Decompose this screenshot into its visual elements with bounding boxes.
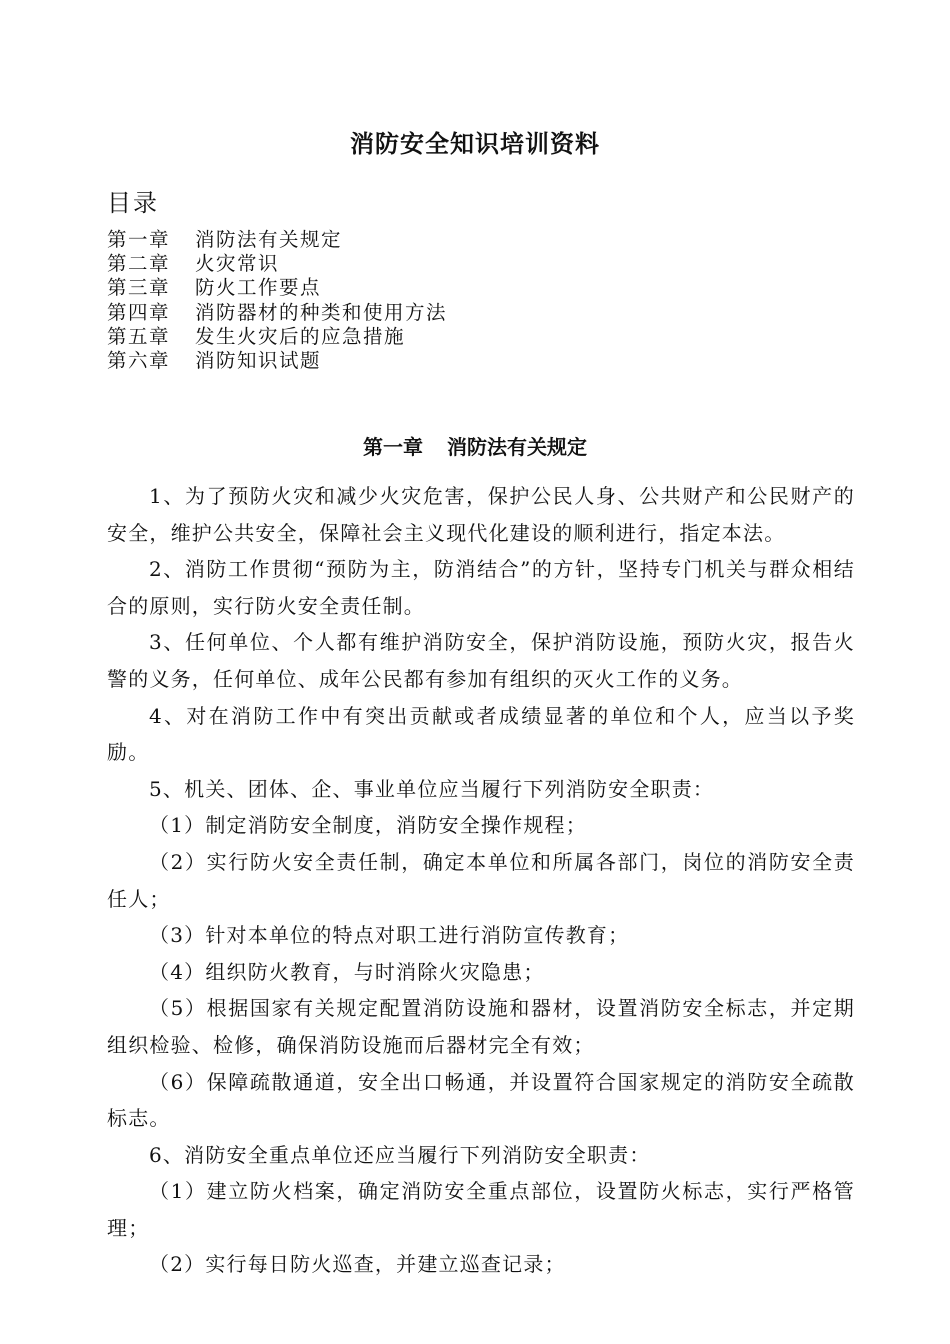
- toc-chapter-number: 第一章: [107, 228, 171, 251]
- chapter-name: 消防法有关规定: [447, 435, 587, 459]
- toc-chapter-label: 消防法有关规定: [195, 228, 343, 251]
- toc-item: [107, 325, 447, 349]
- toc-heading: 目录: [107, 189, 159, 217]
- list-item: （4）组织防火教育，与时消除火灾隐患；: [149, 959, 545, 984]
- paragraph: 4、对在消防工作中有突出贡献或者成绩显著的单位和个人，应当以予奖励。: [107, 703, 855, 765]
- chapter-heading: [0, 433, 950, 461]
- list-item: （6）保障疏散通道，安全出口畅通，并设置符合国家规定的消防安全疏散标志。: [107, 1069, 855, 1131]
- toc-chapter-label: 消防知识试题: [195, 349, 322, 373]
- chapter-number: 第一章: [363, 435, 423, 459]
- document-title: 消防安全知识培训资料: [350, 129, 600, 158]
- toc-item: [107, 301, 447, 325]
- toc-item: [107, 349, 447, 373]
- toc-chapter-number: 第二章: [107, 252, 171, 276]
- list-item: （1）建立防火档案，确定消防安全重点部位，设置防火标志，实行严格管理；: [107, 1179, 855, 1240]
- toc-chapter-label: 火灾常识: [195, 252, 280, 276]
- toc-list: [107, 228, 447, 373]
- toc-chapter-number: 第四章: [107, 300, 171, 324]
- paragraph: 6、消防安全重点单位还应当履行下列消防安全职责：: [149, 1142, 651, 1167]
- chapter-body: [107, 478, 855, 1283]
- toc-item: [107, 252, 447, 276]
- toc-chapter-number: 第六章: [107, 349, 171, 373]
- list-item: （2）实行每日防火巡查，并建立巡查记录；: [149, 1252, 566, 1277]
- toc-item: [107, 276, 447, 300]
- toc-item: [107, 228, 447, 252]
- toc-chapter-number: 第五章: [107, 324, 171, 348]
- toc-chapter-label: 防火工作要点: [195, 276, 322, 300]
- paragraph: 5、机关、团体、企、事业单位应当履行下列消防安全职责：: [149, 776, 715, 801]
- list-item: （2）实行防火安全责任制，确定本单位和所属各部门，岗位的消防安全责任人；: [107, 849, 855, 911]
- toc-chapter-label: 消防器材的种类和使用方法: [195, 300, 448, 324]
- toc-chapter-label: 发生火灾后的应急措施: [195, 324, 406, 348]
- list-item: （1）制定消防安全制度，消防安全操作规程；: [149, 813, 587, 838]
- paragraph: 2、消防工作贯彻“预防为主，防消结合”的方针，坚持专门机关与群众相结合的原则，实行防火安全责任制。: [107, 557, 855, 618]
- list-item: （5）根据国家有关规定配置消防设施和器材，设置消防安全标志，并定期组织检验、检修，确保消防设施而后器材完全有效；: [107, 996, 855, 1057]
- toc-chapter-number: 第三章: [107, 276, 171, 300]
- paragraph: 1、为了预防火灾和减少火灾危害，保护公民人身、公共财产和公民财产的安全，维护公共安全，保障社会主义现代化建设的顺利进行，指定本法。: [107, 484, 855, 545]
- list-item: （3）针对本单位的特点对职工进行消防宣传教育；: [149, 923, 630, 948]
- paragraph: 3、任何单位、个人都有维护消防安全，保护消防设施，预防火灾，报告火警的义务，任何单位、成年公民都有参加有组织的灭火工作的义务。: [107, 630, 855, 691]
